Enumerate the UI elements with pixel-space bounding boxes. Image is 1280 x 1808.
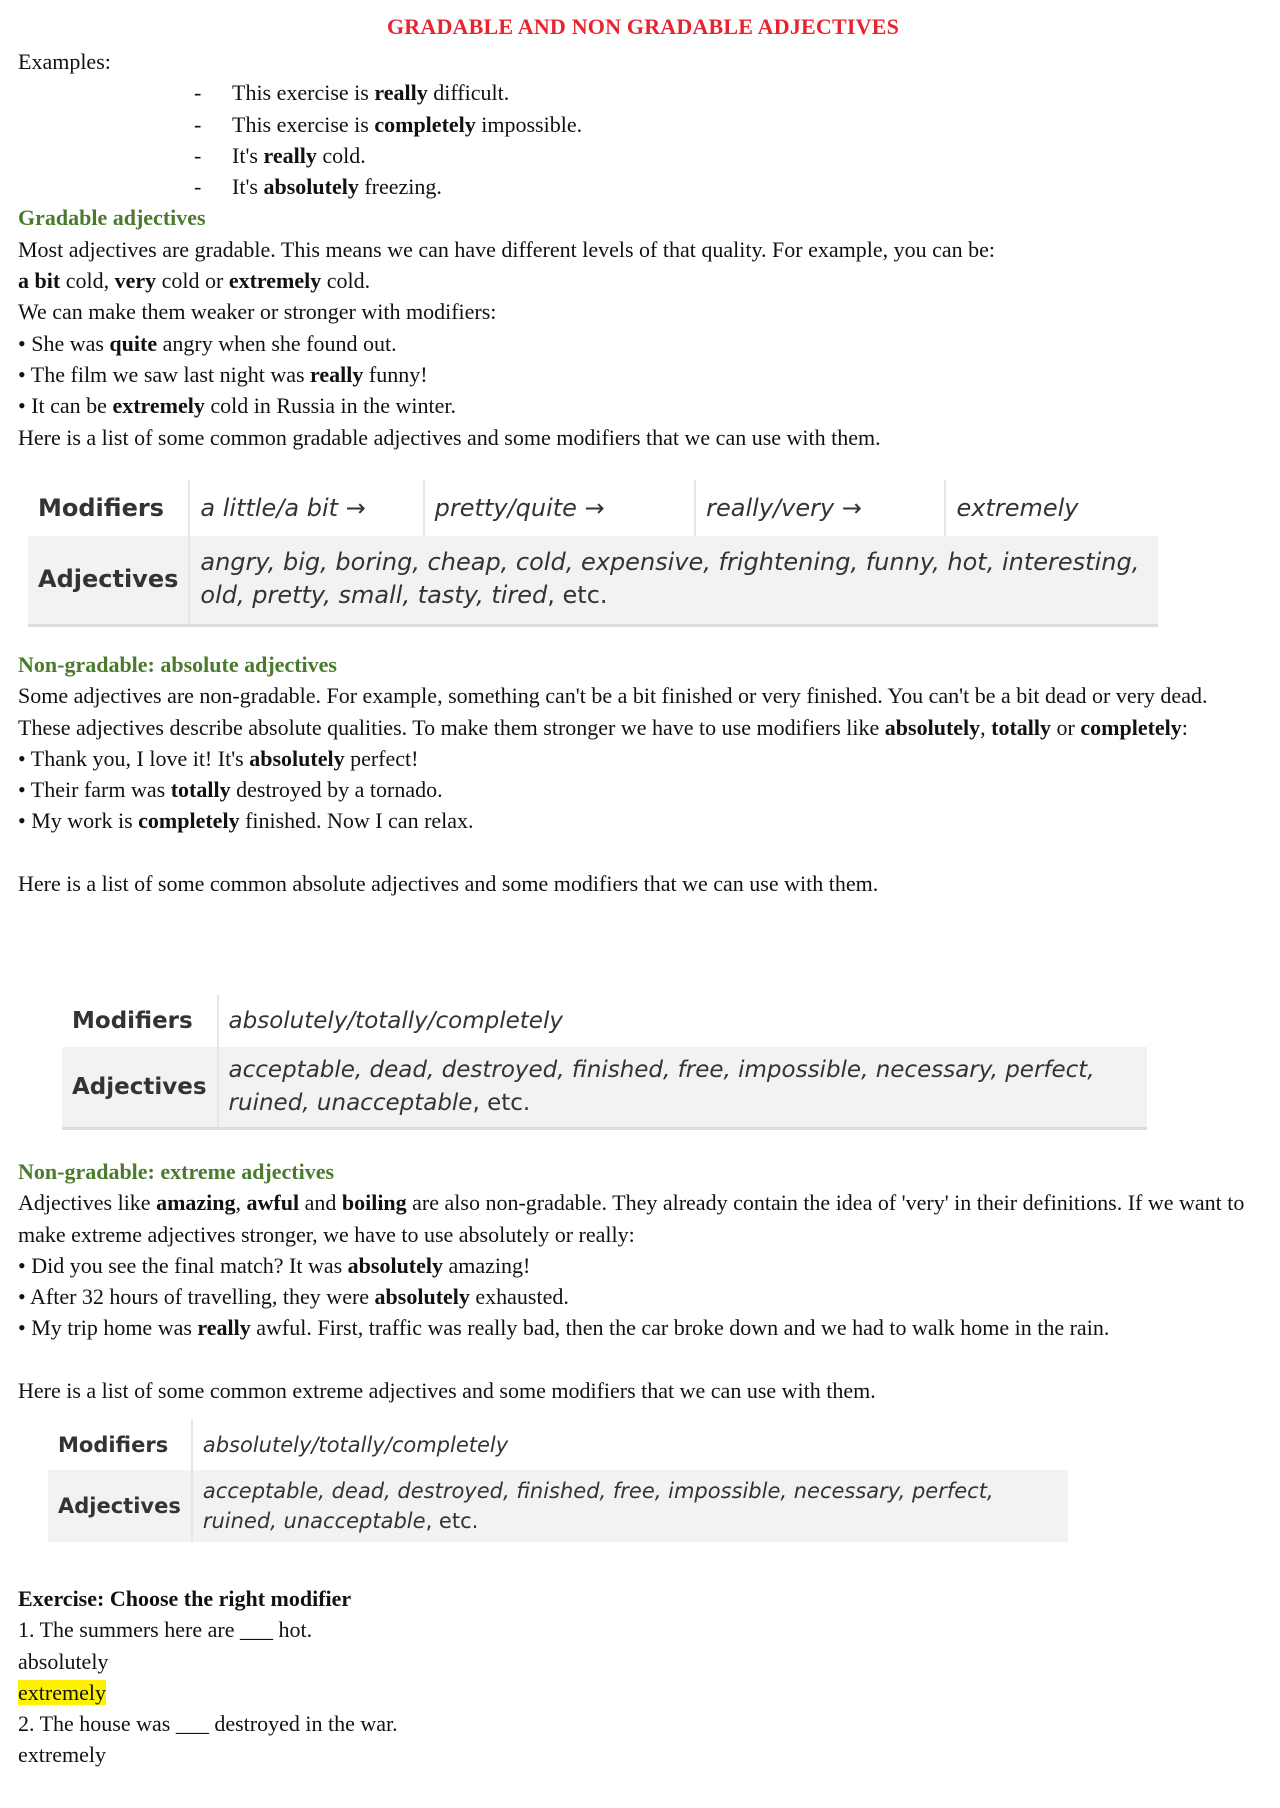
extreme-heading: Non-gradable: extreme adjectives [18, 1159, 335, 1184]
modifier-cell: extremely [945, 480, 1158, 536]
exercise-section [18, 1583, 1268, 1771]
absolute-explanation: These adjectives describe absolute qualities. To make them stronger we have to use modifiers like absolutely, totally or completely: [18, 714, 1188, 740]
gradable-bullet: • It can be extremely cold in Russia in the winter. [18, 393, 457, 419]
absolute-list-intro: Here is a list of some common absolute adjectives and some modifiers that we can use with them. [18, 871, 879, 897]
gradable-bullet: • The film we saw last night was really funny! [18, 361, 428, 387]
gradable-levels: a bit cold, very cold or extremely cold. [18, 268, 371, 294]
exercise-option[interactable]: absolutely [18, 1648, 109, 1674]
absolute-section [18, 649, 1268, 899]
examples-list [18, 77, 1268, 202]
example-item: - It's really cold. [194, 142, 366, 168]
gradable-heading: Gradable adjectives [18, 205, 206, 231]
absolute-heading: Non-gradable: absolute adjectives [18, 652, 337, 677]
modifier-cell: absolutely/totally/completely [218, 995, 1147, 1047]
gradable-intro: Most adjectives are gradable. This means we can have different levels of that quality. For example, you can be: [18, 236, 996, 262]
gradable-list-intro: Here is a list of some common gradable adjectives and some modifiers that we can use with them. [18, 424, 881, 450]
absolute-bullet: • My work is completely finished. Now I can relax. [18, 808, 474, 834]
extreme-bullet: • My trip home was really awful. First, traffic was really bad, then the car broke down and we had to walk home in the rain. [18, 1315, 1110, 1341]
absolute-intro: Some adjectives are non-gradable. For example, something can't be a bit finished or very finished. You can't be a bit dead or very dead. [18, 683, 1208, 709]
exercise-heading: Exercise: Choose the right modifier [18, 1586, 352, 1611]
extreme-list-intro: Here is a list of some common extreme adjectives and some modifiers that we can use with them. [18, 1378, 876, 1404]
gradable-modifiers-text: We can make them weaker or stronger with modifiers: [18, 299, 497, 325]
table-header-adjectives: Adjectives [58, 1494, 181, 1518]
example-item: - It's absolutely freezing. [194, 174, 442, 200]
table-header-modifiers: Modifiers [72, 1008, 193, 1034]
exercise-option[interactable]: extremely [18, 1742, 106, 1768]
adjectives-cell: acceptable, dead, destroyed, finished, free, impossible, necessary, perfect, ruined, unacceptable, etc. [192, 1470, 1068, 1542]
example-item: - This exercise is completely impossible. [194, 111, 583, 137]
table-header-modifiers: Modifiers [58, 1433, 169, 1457]
modifier-cell: absolutely/totally/completely [192, 1420, 1068, 1470]
gradable-bullet: • She was quite angry when she found out. [18, 330, 397, 356]
modifier-cell: a little/a bit → [189, 480, 423, 536]
document-page [18, 14, 1268, 453]
extreme-section [18, 1156, 1268, 1406]
modifier-cell: really/very → [695, 480, 945, 536]
absolute-table [62, 995, 1147, 1130]
examples-label: Examples: [18, 49, 111, 74]
modifier-cell: pretty/quite → [424, 480, 696, 536]
extreme-intro: Adjectives like amazing, awful and boiling are also non-gradable. They already contain the idea of 'very' in their definitions. If we want to make extreme adjectives stronger, we have to use absolutely or really: [18, 1190, 1245, 1247]
exercise-question-1: 1. The summers here are ___ hot. [18, 1617, 313, 1643]
extreme-bullet: • Did you see the final match? It was absolutely amazing! [18, 1252, 531, 1278]
exercise-option-selected[interactable] [18, 1677, 1268, 1708]
extreme-bullet: • After 32 hours of travelling, they were absolutely exhausted. [18, 1284, 569, 1310]
adjectives-cell: acceptable, dead, destroyed, finished, free, impossible, necessary, perfect, ruined, unacceptable, etc. [218, 1047, 1147, 1129]
absolute-bullet: • Thank you, I love it! It's absolutely perfect! [18, 745, 419, 771]
absolute-bullet: • Their farm was totally destroyed by a tornado. [18, 777, 443, 803]
table-header-modifiers: Modifiers [38, 494, 164, 522]
page-title: GRADABLE AND NON GRADABLE ADJECTIVES [386, 14, 900, 39]
highlighted-answer: extremely [18, 1679, 106, 1705]
exercise-question-2: 2. The house was ___ destroyed in the war. [18, 1711, 398, 1737]
example-item: - This exercise is really difficult. [194, 80, 510, 106]
table-header-adjectives: Adjectives [72, 1073, 207, 1100]
gradable-table [28, 480, 1158, 627]
table-header-adjectives: Adjectives [38, 564, 179, 593]
extreme-table [48, 1420, 1068, 1542]
adjectives-cell: angry, big, boring, cheap, cold, expensive, frightening, funny, hot, interesting, old, pretty, small, tasty, tired, etc. [189, 536, 1158, 626]
